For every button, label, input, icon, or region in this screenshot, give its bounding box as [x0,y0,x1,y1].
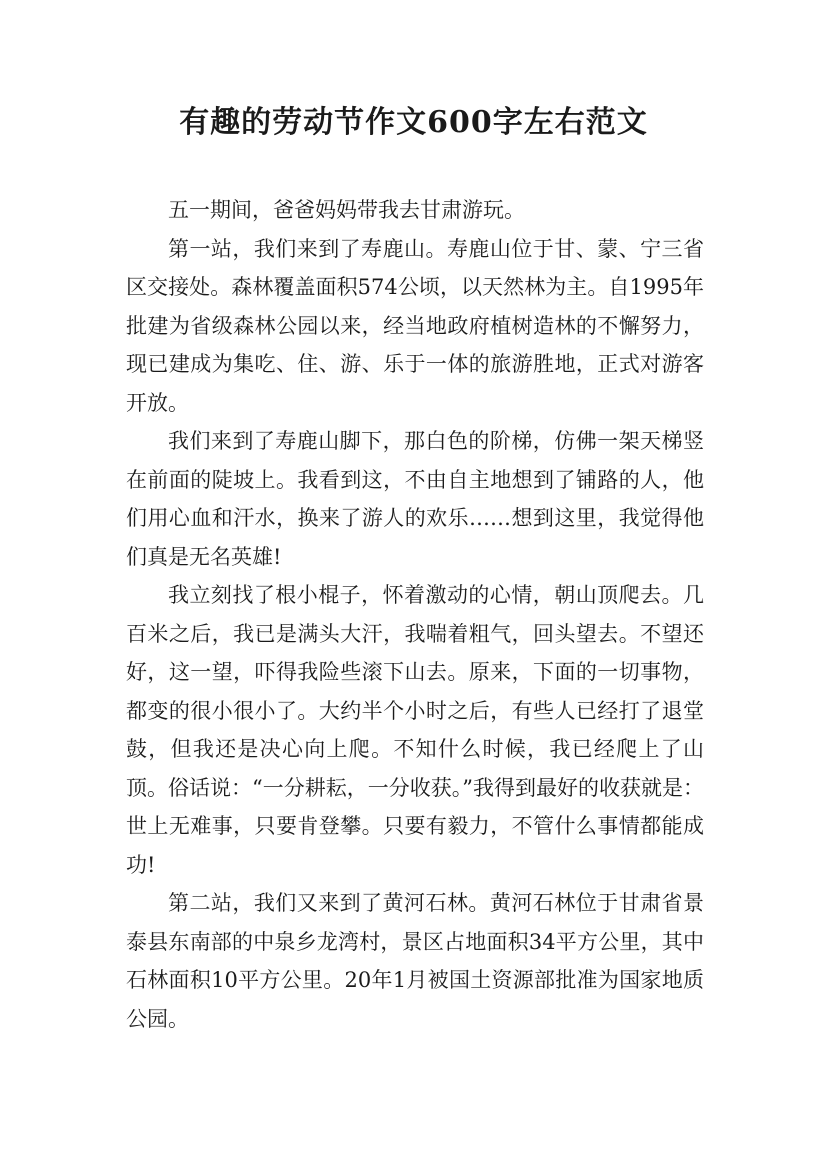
document-title: 有趣的劳动节作文600字左右范文 [179,105,648,140]
paragraph-stairs: 我们来到了寿鹿山脚下，那白色的阶梯，仿佛一架天梯竖在前面的陡坡上。我看到这，不由自主地想到了铺路的人，他们用心血和汗水，换来了游人的欢乐……想到这里，我觉得他们真是无名英雄! [126,429,704,569]
paragraph-stone-forest: 第二站，我们又来到了黄河石林。黄河石林位于甘肃省景泰县东南部的中泉乡龙湾村，景区占地面积34平方公里，其中石林面积10平方公里。20年1月被国土资源部批准为国家地质公园。 [126,891,704,1031]
paragraph-shoulu-mountain: 第一站，我们来到了寿鹿山。寿鹿山位于甘、蒙、宁三省区交接处。森林覆盖面积574公顷，以天然林为主。自1995年批建为省级森林公园以来，经当地政府植树造林的不懈努力，现已建成为集吃、住、游、乐于一体的旅游胜地，正式对游客开放。 [126,236,704,415]
paragraph-climb: 我立刻找了根小棍子，怀着激动的心情，朝山顶爬去。几百米之后，我已是满头大汗，我喘着粗气，回头望去。不望还好，这一望，吓得我险些滚下山去。原来，下面的一切事物，都变的很小很小了。大约半个小时之后，有些人已经打了退堂鼓，但我还是决心向上爬。不知什么时候，我已经爬上了山顶。俗话说：“一分耕耘，一分收获。”我得到最好的收获就是：世上无难事，只要肯登攀。只要有毅力，不管什么事情都能成功! [126,583,704,877]
paragraph-intro: 五一期间，爸爸妈妈带我去甘肃游玩。 [168,198,525,222]
document-body [126,191,704,1038]
